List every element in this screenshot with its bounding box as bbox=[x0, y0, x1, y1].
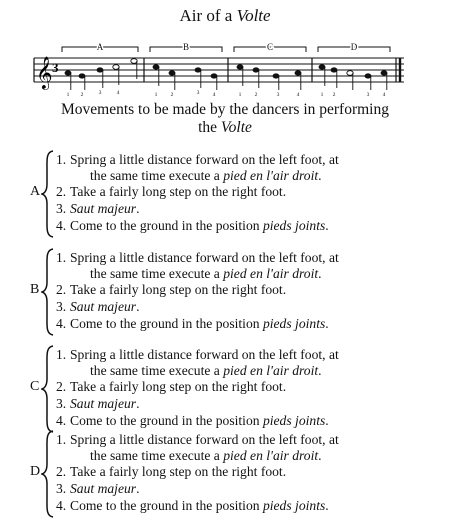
phrase-d: D bbox=[350, 42, 358, 52]
phrase-a: A bbox=[96, 42, 104, 52]
brace-icon bbox=[41, 248, 55, 336]
svg-text:4: 4 bbox=[382, 92, 386, 98]
staff-lines bbox=[34, 58, 404, 82]
phrase-brackets bbox=[62, 47, 390, 52]
brace-icon bbox=[41, 345, 55, 433]
notes bbox=[65, 59, 387, 90]
svg-text:4: 4 bbox=[116, 90, 120, 96]
step-1: 1. Spring a little distance forward on the left foot, at bbox=[56, 250, 339, 265]
svg-text:2: 2 bbox=[170, 92, 174, 98]
svg-text:2: 2 bbox=[332, 92, 336, 98]
section-d bbox=[30, 428, 450, 520]
svg-text:3: 3 bbox=[98, 90, 102, 96]
step-1: 1. Spring a little distance forward on the left foot, at bbox=[56, 432, 339, 447]
svg-text:3: 3 bbox=[196, 90, 200, 96]
step-3: 3. Saut majeur. bbox=[56, 299, 140, 314]
step-4: 4. Come to the ground in the position pieds joints. bbox=[56, 316, 329, 331]
step-1: 1. Spring a little distance forward on the left foot, at bbox=[56, 152, 339, 167]
time-signature: 3 bbox=[52, 60, 59, 75]
step-1-cont: the same time execute a pied en l'air droit. bbox=[90, 168, 322, 183]
step-1-cont: the same time execute a pied en l'air droit. bbox=[90, 448, 322, 463]
section-letter: A bbox=[30, 184, 41, 199]
svg-text:1: 1 bbox=[238, 92, 242, 98]
svg-text:1: 1 bbox=[320, 92, 324, 98]
page-title: Air of a Volte bbox=[179, 6, 271, 25]
step-4: 4. Come to the ground in the position pieds joints. bbox=[56, 498, 329, 513]
brace-icon bbox=[41, 150, 55, 238]
step-3: 3. Saut majeur. bbox=[56, 396, 140, 411]
brace-icon bbox=[41, 430, 55, 518]
step-3: 3. Saut majeur. bbox=[56, 201, 140, 216]
section-letter: D bbox=[30, 464, 41, 479]
svg-text:4: 4 bbox=[296, 92, 300, 98]
section-letter: C bbox=[30, 379, 40, 394]
section-letter: B bbox=[30, 282, 40, 297]
music-staff bbox=[0, 0, 450, 100]
svg-text:2: 2 bbox=[80, 92, 84, 98]
svg-text:4: 4 bbox=[212, 92, 216, 98]
step-1: 1. Spring a little distance forward on the left foot, at bbox=[56, 347, 339, 362]
phrase-c: C bbox=[266, 42, 274, 52]
svg-text:2: 2 bbox=[254, 92, 258, 98]
step-4: 4. Come to the ground in the position pieds joints. bbox=[56, 218, 329, 233]
step-2: 2. Take a fairly long step on the right foot. bbox=[56, 282, 287, 297]
treble-clef-icon: 𝄞 bbox=[36, 56, 53, 89]
section-a bbox=[30, 148, 450, 240]
step-4: 4. Come to the ground in the position pieds joints. bbox=[56, 413, 329, 428]
step-1-cont: the same time execute a pied en l'air droit. bbox=[90, 266, 322, 281]
step-2: 2. Take a fairly long step on the right foot. bbox=[56, 184, 287, 199]
section-c bbox=[30, 343, 450, 435]
svg-text:1: 1 bbox=[154, 92, 158, 98]
step-2: 2. Take a fairly long step on the right foot. bbox=[56, 464, 287, 479]
svg-text:3: 3 bbox=[276, 92, 280, 98]
step-1-cont: the same time execute a pied en l'air droit. bbox=[90, 363, 322, 378]
note-counts bbox=[67, 90, 386, 98]
step-2: 2. Take a fairly long step on the right foot. bbox=[56, 379, 287, 394]
movements-heading: Movements to be made by the dancers in performing the Volte bbox=[61, 101, 389, 136]
section-b bbox=[30, 246, 450, 338]
phrase-b: B bbox=[182, 42, 190, 52]
svg-text:3: 3 bbox=[366, 92, 370, 98]
svg-text:1: 1 bbox=[66, 92, 70, 98]
step-3: 3. Saut majeur. bbox=[56, 481, 140, 496]
